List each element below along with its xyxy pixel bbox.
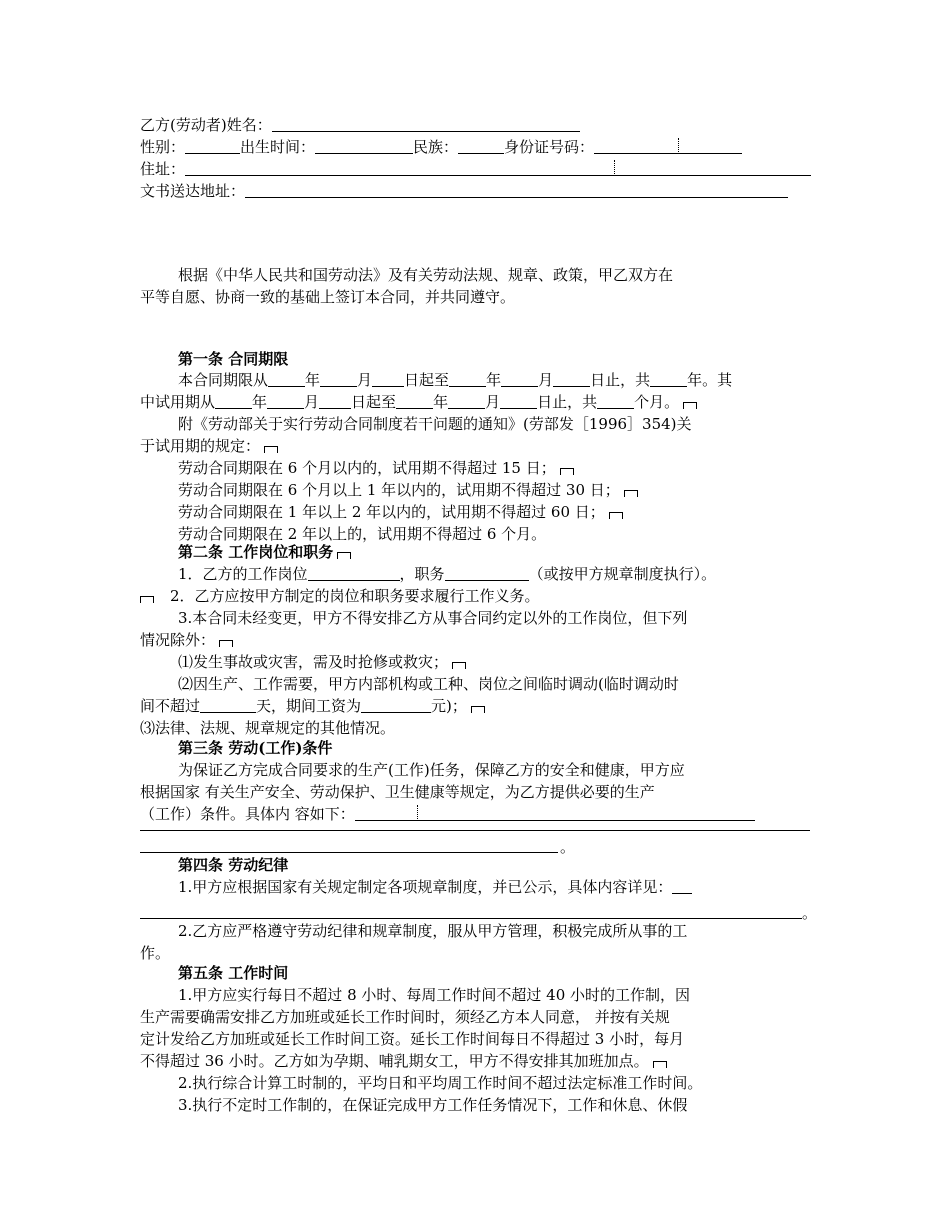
service-address-row — [140, 180, 788, 202]
rules-reference-field[interactable] — [672, 877, 692, 894]
service-address-field[interactable] — [245, 181, 788, 198]
job-title-field[interactable] — [445, 564, 529, 581]
rules-reference-line[interactable] — [140, 918, 802, 919]
probation-end-day-field[interactable] — [500, 392, 537, 409]
article-1-line: 劳动合同期限在 1 年以上 2 年以内的，试用期不得超过 60 日； — [178, 501, 623, 523]
preamble-line: 根据《中华人民共和国劳动法》及有关劳动法规、规章、政策，甲乙双方在 — [178, 266, 674, 284]
article-2-line: 3.本合同未经变更，甲方不得安排乙方从事合同约定以外的工作岗位，但下列 — [178, 609, 688, 627]
article-3-line: （工作）条件。具体内 容如下： — [140, 803, 755, 825]
work-conditions-field[interactable] — [355, 804, 755, 821]
article-2-line: 1．乙方的工作岗位 ，职务 （或按甲方规章制度执行）。 — [178, 565, 717, 583]
paragraph-mark — [140, 596, 154, 603]
term-start-year-field[interactable] — [268, 370, 305, 387]
contract-term-line: 本合同期限从 年 月 日起至 年 月 日止，共 年。其 — [178, 371, 733, 389]
article-4-title: 第四条 劳动纪律 — [178, 856, 289, 874]
service-address-label: 文书送达地址： — [140, 182, 246, 200]
article-3-line: 为保证乙方完成合同要求的生产(工作)任务，保障乙方的安全和健康，甲方应 — [178, 761, 685, 779]
article-2-line: ⑴发生事故或灾害，需及时抢修或救灾； — [178, 651, 466, 673]
article-5-title: 第五条 工作时间 — [178, 964, 289, 982]
id-number-field[interactable] — [594, 137, 742, 154]
birth-field[interactable] — [315, 137, 413, 154]
ethnicity-field[interactable] — [458, 137, 504, 154]
birth-label: 出生时间： — [240, 138, 316, 156]
dotted-mark — [417, 805, 418, 819]
paragraph-mark — [219, 640, 233, 647]
transfer-days-field[interactable] — [200, 696, 256, 713]
article-2-title: 第二条 工作岗位和职务 — [178, 541, 351, 563]
article-5-line: 1.甲方应实行每日不超过 8 小时、每周工作时间不超过 40 小时的工作制，因 — [178, 986, 691, 1004]
probation-start-day-field[interactable] — [319, 392, 351, 409]
job-position-field[interactable] — [308, 564, 400, 581]
article-4-line: 作。 — [140, 944, 171, 962]
paragraph-mark — [471, 706, 485, 713]
paragraph-mark — [653, 1061, 667, 1068]
transfer-wage-field[interactable] — [361, 696, 431, 713]
article-1-line: 劳动合同期限在 6 个月以上 1 年以内的，试用期不得超过 30 日； — [178, 479, 638, 501]
paragraph-mark — [609, 512, 623, 519]
article-1-title: 第一条 合同期限 — [178, 350, 289, 368]
article-3-title: 第三条 劳动(工作)条件 — [178, 739, 333, 757]
address-row — [140, 158, 811, 180]
article-5-line: 2.执行综合计算工时制的，平均日和平均周工作时间不超过法定标准工作时间。 — [178, 1074, 703, 1092]
article-2-line: 间不超过 天，期间工资为 元)； — [140, 695, 485, 717]
article-5-line: 定计发给乙方加班或延长工作时间工资。延长工作时间每日不得超过 3 小时，每月 — [140, 1030, 685, 1048]
ethnicity-label: 民族： — [413, 138, 459, 156]
article-5-line: 3.执行不定时工作制的，在保证完成甲方工作任务情况下，工作和休息、休假 — [178, 1096, 688, 1114]
dotted-mark — [678, 138, 679, 152]
gender-field[interactable] — [185, 137, 240, 154]
article-5-line: 不得超过 36 小时。乙方如为孕期、哺乳期女工，甲方不得安排其加班加点。 — [140, 1050, 667, 1072]
article-2-line: ⑵因生产、工作需要，甲方内部机构或工种、岗位之间临时调动(临时调动时 — [178, 675, 679, 693]
term-years-field[interactable] — [650, 370, 687, 387]
probation-term-line: 中试用期从 年 月 日起至 年 月 日止，共 个月。 — [140, 391, 697, 413]
probation-start-year-field[interactable] — [215, 392, 252, 409]
article-3-end: 。 — [560, 838, 576, 856]
article-2-line: ⑶法律、法规、规章规定的其他情况。 — [140, 719, 396, 737]
party-b-name-row — [140, 114, 580, 136]
article-1-line: 于试用期的规定： — [140, 435, 278, 457]
gender-label: 性别： — [140, 138, 186, 156]
article-5-line: 生产需要确需安排乙方加班或延长工作时间时，须经乙方本人同意， 并按有关规 — [140, 1008, 670, 1026]
paragraph-mark — [264, 446, 278, 453]
probation-months-field[interactable] — [597, 392, 634, 409]
term-start-month-field[interactable] — [320, 370, 357, 387]
paragraph-mark — [683, 402, 697, 409]
party-b-name-field[interactable] — [272, 115, 580, 132]
address-field[interactable] — [185, 159, 811, 176]
probation-start-month-field[interactable] — [267, 392, 304, 409]
paragraph-mark — [560, 468, 574, 475]
work-conditions-line[interactable] — [140, 830, 810, 831]
term-end-month-field[interactable] — [501, 370, 538, 387]
article-1-line: 劳动合同期限在 2 年以上的，试用期不得超过 6 个月。 — [178, 525, 547, 543]
dotted-mark — [614, 160, 615, 174]
term-start-day-field[interactable] — [372, 370, 404, 387]
work-conditions-line[interactable] — [140, 852, 558, 853]
article-2-line: 情况除外： — [140, 629, 233, 651]
article-2-line: 2．乙方应按甲方制定的岗位和职务要求履行工作义务。 — [140, 585, 540, 607]
probation-end-month-field[interactable] — [448, 392, 485, 409]
article-1-line: 附《劳动部关于实行劳动合同制度若干问题的通知》(劳部发［1996］354)关 — [178, 415, 692, 433]
article-1-line: 劳动合同期限在 6 个月以内的，试用期不得超过 15 日； — [178, 457, 574, 479]
paragraph-mark — [624, 490, 638, 497]
paragraph-mark — [452, 662, 466, 669]
id-label: 身份证号码： — [504, 138, 595, 156]
address-label: 住址： — [140, 160, 186, 178]
probation-end-year-field[interactable] — [396, 392, 433, 409]
preamble-line: 平等自愿、协商一致的基础上签订本合同，并共同遵守。 — [140, 288, 516, 306]
party-b-name-label: 乙方(劳动者)姓名： — [140, 116, 272, 134]
article-3-line: 根据国家 有关生产安全、劳动保护、卫生健康等规定，为乙方提供必要的生产 — [140, 783, 655, 801]
article-4-end: 。 — [802, 904, 818, 922]
paragraph-mark — [337, 552, 351, 559]
article-4-line: 1.甲方应根据国家有关规定制定各项规章制度，并已公示，具体内容详见： — [178, 876, 692, 898]
term-end-day-field[interactable] — [553, 370, 590, 387]
article-4-line: 2.乙方应严格遵守劳动纪律和规章制度，服从甲方管理，积极完成所从事的工 — [178, 922, 688, 940]
personal-info-row — [140, 136, 742, 158]
term-end-year-field[interactable] — [449, 370, 486, 387]
